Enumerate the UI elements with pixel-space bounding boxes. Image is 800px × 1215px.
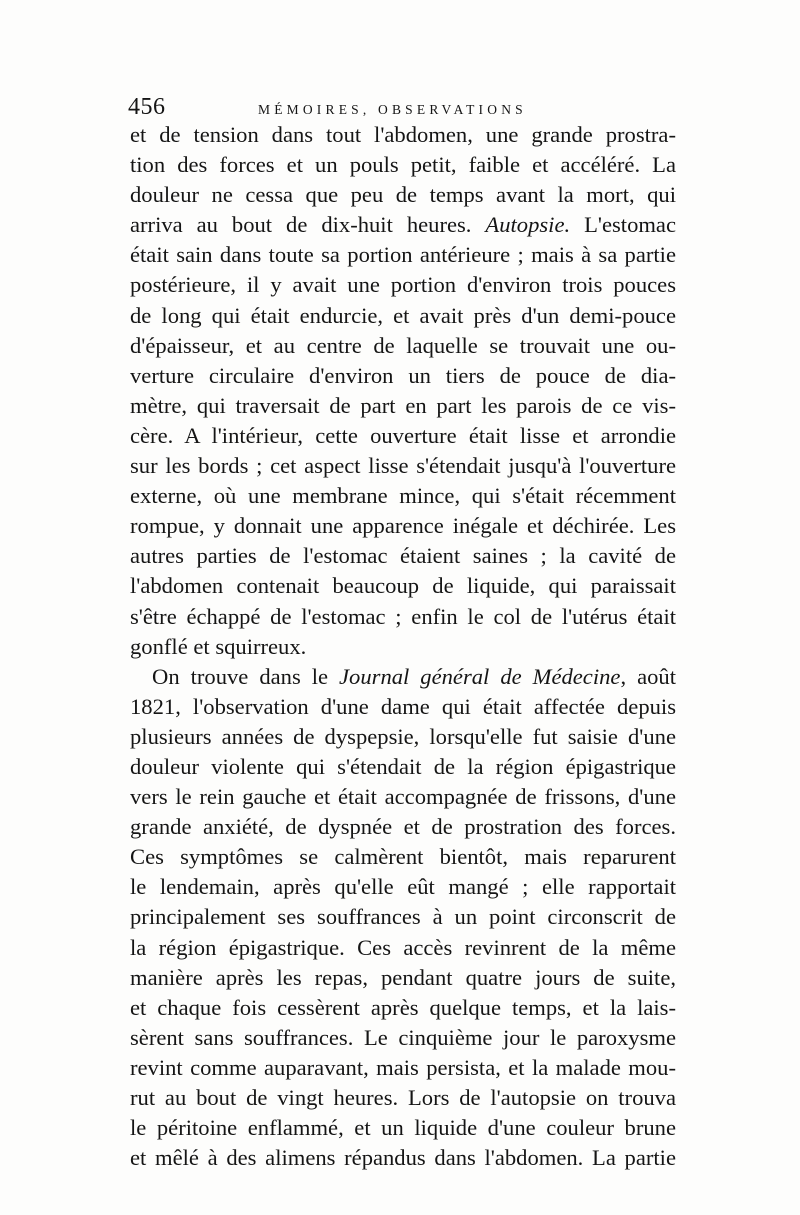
text-line xyxy=(130,662,676,692)
text-segment: L'estomac xyxy=(584,212,676,238)
body-text xyxy=(130,120,676,1173)
text-line: verture circulaire d'environ un tiers de pouce de dia- xyxy=(130,362,676,388)
text-line: de long qui était endurcie, et avait près d'un demi-pouce xyxy=(130,302,676,328)
text-line: sèrent sans souffrances. Le cinquième jour le paroxysme xyxy=(130,1024,676,1050)
text-line: postérieure, il y avait une portion d'environ trois pouces xyxy=(130,272,676,298)
text-line: rompue, y donnait une apparence inégale et déchirée. Les xyxy=(130,513,676,539)
text-line: et de tension dans tout l'abdomen, une grande prostra- xyxy=(130,122,676,147)
text-segment: On trouve dans le xyxy=(152,663,329,689)
text-line: d'épaisseur, et au centre de laquelle se trouvait une ou- xyxy=(130,332,676,358)
text-line: gonflé et squirreux. xyxy=(130,633,307,659)
text-line: 1821, l'observation d'une dame qui était affectée depuis xyxy=(130,693,676,719)
text-line: Ces symptômes se calmèrent bientôt, mais reparurent xyxy=(130,844,676,870)
page-number: 456 xyxy=(128,94,166,120)
text-line: l'abdomen contenait beaucoup de liquide, qui paraissait xyxy=(130,573,676,599)
text-line xyxy=(130,210,676,240)
italic-journal-title: Journal général de Médecine xyxy=(339,663,621,689)
text-line: plusieurs années de dyspepsie, lorsqu'elle fut saisie d'une xyxy=(130,723,676,749)
text-line: et chaque fois cessèrent après quelque temps, et la lais- xyxy=(130,994,676,1020)
running-title: MÉMOIRES, OBSERVATIONS xyxy=(258,102,527,117)
text-line: la région épigastrique. Ces accès revinrent de la même xyxy=(130,934,676,960)
italic-term-autopsie: Autopsie. xyxy=(485,212,571,238)
text-line: principalement ses souffrances à un point circonscrit de xyxy=(130,904,676,930)
text-line: mètre, qui traversait de part en part les parois de ce vis- xyxy=(130,392,676,418)
text-line: manière après les repas, pendant quatre jours de suite, xyxy=(130,964,676,990)
text-line: douleur ne cessa que peu de temps avant la mort, qui xyxy=(130,182,676,208)
text-line: autres parties de l'estomac étaient saines ; la cavité de xyxy=(130,543,676,569)
text-line: s'être échappé de l'estomac ; enfin le col de l'utérus était xyxy=(130,603,676,629)
text-line: et mêlé à des alimens répandus dans l'abdomen. La partie xyxy=(130,1145,676,1171)
text-line: sur les bords ; cet aspect lisse s'étendait jusqu'à l'ouverture xyxy=(130,453,676,479)
text-line: le lendemain, après qu'elle eût mangé ; elle rapportait xyxy=(130,874,676,900)
text-line: tion des forces et un pouls petit, faible et accéléré. La xyxy=(130,152,676,178)
text-segment: , août xyxy=(620,663,676,689)
text-line: était sain dans toute sa portion antérieure ; mais à sa partie xyxy=(130,242,676,268)
text-line: revint comme auparavant, mais persista, et la malade mou- xyxy=(130,1054,676,1080)
text-line: vers le rein gauche et était accompagnée de frissons, d'une xyxy=(130,784,676,810)
text-line: douleur violente qui s'étendait de la région épigastrique xyxy=(130,753,676,779)
text-line: externe, où une membrane mince, qui s'était récemment xyxy=(130,483,676,509)
text-line: le péritoine enflammé, et un liquide d'une couleur brune xyxy=(130,1115,676,1141)
text-segment: arriva au bout de dix-huit heures. xyxy=(130,212,472,238)
text-line: grande anxiété, de dyspnée et de prostration des forces. xyxy=(130,814,676,840)
text-line: rut au bout de vingt heures. Lors de l'autopsie on trouva xyxy=(130,1085,676,1110)
text-line: cère. A l'intérieur, cette ouverture était lisse et arrondie xyxy=(130,422,676,448)
